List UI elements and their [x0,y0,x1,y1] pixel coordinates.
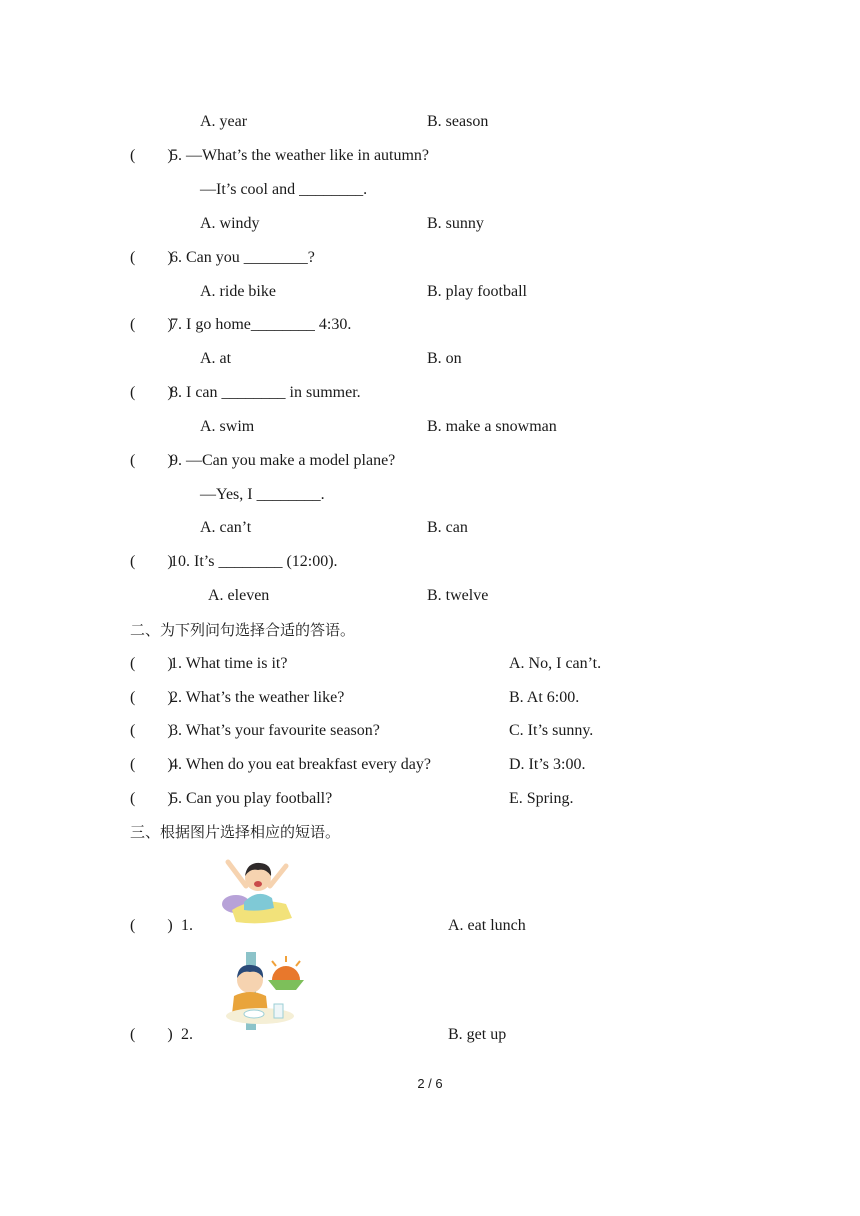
q9-answer-blank[interactable]: ( ) [130,452,173,469]
p3-q2-number: 2. [181,1026,193,1043]
p2-q2-answer-blank[interactable]: ( ) [130,689,173,706]
q6-answer-blank[interactable]: ( ) [130,249,173,266]
p2-answer-d: D. It’s 3:00. [509,756,586,773]
q6-option-a: A. ride bike [200,283,276,300]
p3-q2-answer-blank[interactable]: ( ) [130,1026,173,1043]
q7-option-b: B. on [427,350,462,367]
q9-option-a: A. can’t [200,519,252,536]
left-arm-shape [228,862,246,886]
hill-shape [268,980,304,990]
q9-option-b: B. can [427,519,468,536]
q5-option-a: A. windy [200,215,260,232]
p2-q2-question: 2. What’s the weather like? [170,689,345,706]
q10-option-b: B. twelve [427,587,489,604]
p2-answer-e: E. Spring. [509,790,574,807]
p2-q1-answer-blank[interactable]: ( ) [130,655,173,672]
q5-stem: 5. —What’s the weather like in autumn? [170,147,430,164]
p3-option-b: B. get up [448,1026,507,1043]
p3-q1-number: 1. [181,917,193,934]
q10-stem: 10. It’s ________ (12:00). [170,553,338,570]
p2-answer-b: B. At 6:00. [509,689,580,706]
q8-answer-blank[interactable]: ( ) [130,384,173,401]
q5-option-b: B. sunny [427,215,484,232]
p2-q3-answer-blank[interactable]: ( ) [130,722,173,739]
q4-option-b: B. season [427,113,489,130]
q10-option-a: A. eleven [208,587,270,604]
p2-q3-question: 3. What’s your favourite season? [170,722,380,739]
q8-option-b: B. make a snowman [427,418,557,435]
p3-q1-answer-blank[interactable]: ( ) [130,917,173,934]
q10-answer-blank[interactable]: ( ) [130,553,173,570]
q7-option-a: A. at [200,350,232,367]
rising-sun-shape [272,966,300,980]
q6-stem: 6. Can you ________? [170,249,315,266]
p2-q1-question: 1. What time is it? [170,655,288,672]
q5-reply: —It’s cool and ________. [200,181,368,198]
q4-option-a: A. year [200,113,248,130]
q6-option-b: B. play football [427,283,527,300]
q8-stem: 8. I can ________ in summer. [170,384,361,401]
p2-q4-question: 4. When do you eat breakfast every day? [170,756,431,773]
bowl-shape [244,1010,264,1018]
milk-glass-shape [274,1004,283,1018]
boy-getting-up-illustration [214,852,296,926]
p3-option-a: A. eat lunch [448,917,526,934]
section-2-heading: 二、为下列问句选择合适的答语。 [130,621,356,639]
sun-rays-shape [272,956,300,966]
q5-answer-blank[interactable]: ( ) [130,147,173,164]
pajama-shape [244,894,274,911]
right-arm-shape [270,866,286,886]
q7-answer-blank[interactable]: ( ) [130,316,173,333]
q9-stem: 9. —Can you make a model plane? [170,452,396,469]
q8-option-a: A. swim [200,418,255,435]
p2-q5-question: 5. Can you play football? [170,790,333,807]
p2-q4-answer-blank[interactable]: ( ) [130,756,173,773]
p2-q5-answer-blank[interactable]: ( ) [130,790,173,807]
page-number: 2 / 6 [417,1076,443,1091]
p2-answer-a: A. No, I can’t. [509,655,602,672]
yawning-mouth-shape [254,881,262,887]
section-3-heading: 三、根据图片选择相应的短语。 [130,823,341,841]
q9-reply: —Yes, I ________. [200,486,325,503]
q7-stem: 7. I go home________ 4:30. [170,316,352,333]
boy-eating-breakfast-illustration [220,950,306,1034]
p2-answer-c: C. It’s sunny. [509,722,594,739]
